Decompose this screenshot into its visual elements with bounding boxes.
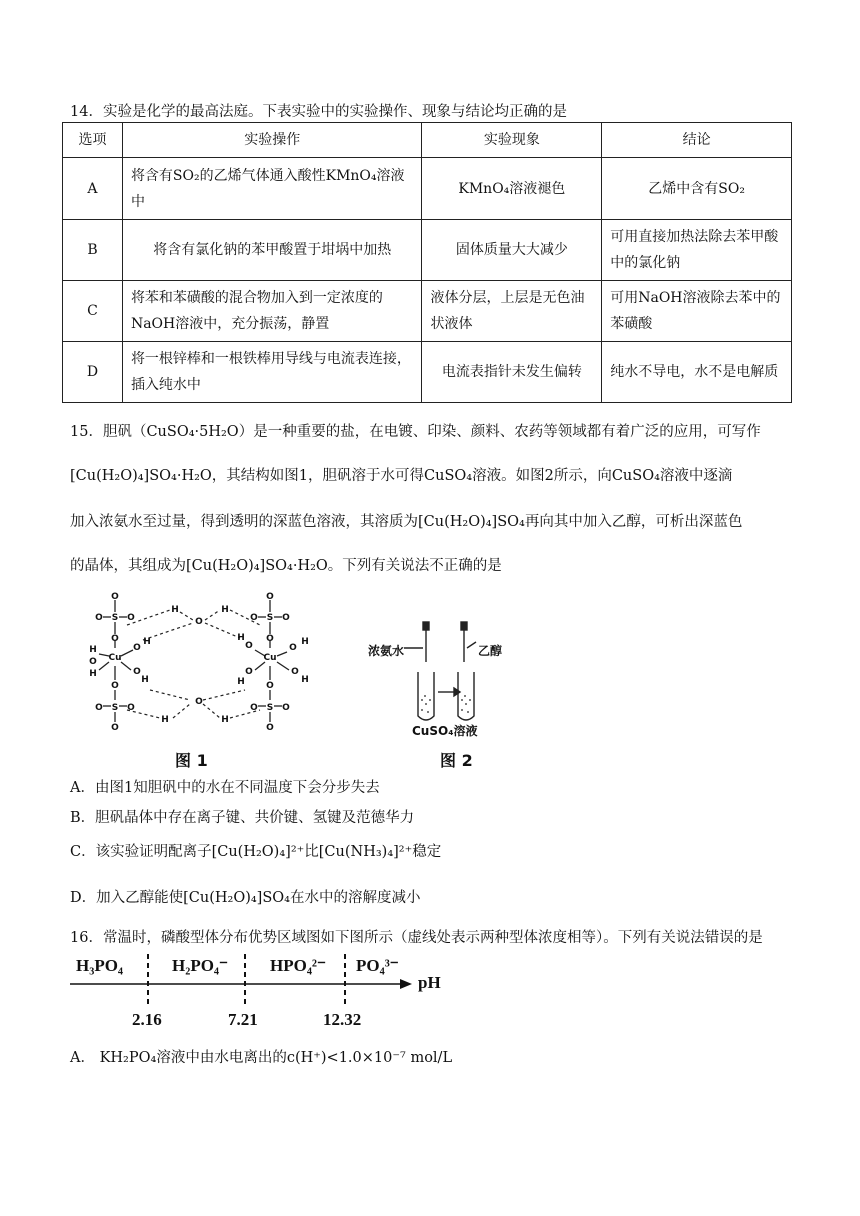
row-conclusion: 纯水不导电，水不是电解质: [602, 342, 792, 403]
svg-text:H: H: [301, 637, 309, 647]
svg-text:O: O: [95, 613, 103, 623]
q16-option-a: A． KH₂PO₄溶液中由水电离出的c(H⁺)<1.0×10⁻⁷ mol/L: [70, 1050, 453, 1066]
svg-text:Cu: Cu: [108, 653, 122, 663]
row-option: A: [63, 158, 123, 220]
svg-text:S: S: [266, 703, 274, 713]
svg-text:O: O: [289, 643, 297, 653]
row-operation: 将苯和苯磺酸的混合物加入到一定浓度的NaOH溶液中，充分振荡，静置: [122, 281, 422, 342]
q14-stem: 14．实验是化学的最高法庭。下表实验中的实验操作、现象与结论均正确的是: [70, 104, 567, 120]
figure-2-caption: 图 2: [440, 751, 473, 770]
svg-text:H: H: [221, 605, 229, 615]
svg-text:O: O: [245, 667, 253, 677]
q15-stem-line4: 的晶体，其组成为[Cu(H₂O)₄]SO₄·H₂O。下列有关说法不正确的是: [70, 558, 502, 574]
svg-text:O: O: [195, 617, 203, 627]
svg-text:H: H: [89, 669, 97, 679]
species-po4: PO₄³⁻: [356, 956, 399, 975]
svg-text:O: O: [95, 703, 103, 713]
q15-option-a: A．由图1知胆矾中的水在不同温度下会分步失去: [70, 780, 380, 796]
svg-text:H: H: [89, 645, 97, 655]
table-row: [63, 158, 792, 220]
svg-text:O: O: [266, 723, 274, 733]
species-h2po4: H₂PO₄⁻: [172, 956, 228, 975]
svg-text:O: O: [195, 697, 203, 707]
svg-text:O: O: [133, 643, 141, 653]
svg-text:O: O: [282, 613, 290, 623]
svg-text:H: H: [237, 633, 245, 643]
table-row: [63, 342, 792, 403]
ph-axis-label: pH: [418, 973, 441, 992]
q15-stem-line2: [Cu(H₂O)₄]SO₄·H₂O，其结构如图1，胆矾溶于水可得CuSO₄溶液。如图2所示，向CuSO₄溶液中逐滴: [70, 468, 733, 484]
svg-text:H: H: [161, 715, 169, 725]
row-operation: 将含有氯化钠的苯甲酸置于坩埚中加热: [122, 220, 422, 281]
q16-stem: 16．常温时，磷酸型体分布优势区域图如下图所示（虚线处表示两种型体浓度相等）。下列有关说法错误的是: [70, 930, 763, 946]
table-row: [63, 220, 792, 281]
row-operation: 将含有SO₂的乙烯气体通入酸性KMnO₄溶液中: [122, 158, 422, 220]
svg-text:O: O: [250, 703, 258, 713]
row-conclusion: 可用NaOH溶液除去苯中的苯磺酸: [602, 281, 792, 342]
row-option: C: [63, 281, 123, 342]
row-operation: 将一根锌棒和一根铁棒用导线与电流表连接，插入纯水中: [122, 342, 422, 403]
boundary-2-16: 2.16: [132, 1010, 162, 1029]
svg-text:H: H: [237, 677, 245, 687]
header-option: 选项: [63, 123, 123, 158]
row-option: D: [63, 342, 123, 403]
figure-1-caption: 图 1: [175, 751, 208, 770]
q14-table: [62, 122, 792, 403]
svg-text:O: O: [111, 634, 119, 644]
q15-option-d: D．加入乙醇能使[Cu(H₂O)₄]SO₄在水中的溶解度减小: [70, 890, 421, 906]
q15-stem-line1: 15．胆矾（CuSO₄·5H₂O）是一种重要的盐，在电镀、印染、颜料、农药等领域都有着广泛的应用，可写作: [70, 424, 761, 440]
row-option: B: [63, 220, 123, 281]
cuso4-solution-label: CuSO₄溶液: [412, 724, 478, 738]
row-phenomenon: 固体质量大大减少: [422, 220, 602, 281]
svg-text:O: O: [266, 634, 274, 644]
svg-text:S: S: [111, 613, 119, 623]
row-conclusion: 可用直接加热法除去苯甲酸中的氯化钠: [602, 220, 792, 281]
svg-text:O: O: [111, 592, 119, 602]
header-conclusion: 结论: [602, 123, 792, 158]
svg-text:O: O: [133, 667, 141, 677]
svg-text:O: O: [245, 641, 253, 651]
boundary-12-32: 12.32: [323, 1010, 362, 1029]
svg-text:O: O: [266, 592, 274, 602]
svg-text:O: O: [111, 681, 119, 691]
species-hpo4: HPO₄²⁻: [270, 956, 326, 975]
svg-text:O: O: [127, 703, 135, 713]
row-conclusion: 乙烯中含有SO₂: [602, 158, 792, 220]
row-phenomenon: 电流表指针未发生偏转: [422, 342, 602, 403]
svg-text:O: O: [250, 613, 258, 623]
svg-text:H: H: [171, 605, 179, 615]
species-h3po4: H₃PO₄: [76, 956, 124, 975]
ammonia-label: 浓氨水: [368, 644, 405, 658]
q15-option-b: B．胆矾晶体中存在离子键、共价键、氢键及范德华力: [70, 810, 415, 826]
table-header-row: [63, 123, 792, 158]
svg-text:O: O: [89, 657, 97, 667]
ethanol-label: 乙醇: [478, 644, 503, 658]
svg-text:O: O: [111, 723, 119, 733]
header-phenomenon: 实验现象: [422, 123, 602, 158]
svg-text:S: S: [111, 703, 119, 713]
row-phenomenon: 液体分层，上层是无色油状液体: [422, 281, 602, 342]
q15-option-c: C．该实验证明配离子[Cu(H₂O)₄]²⁺比[Cu(NH₃)₄]²⁺稳定: [70, 844, 442, 860]
svg-text:O: O: [266, 681, 274, 691]
svg-text:S: S: [266, 613, 274, 623]
row-phenomenon: KMnO₄溶液褪色: [422, 158, 602, 220]
boundary-7-21: 7.21: [228, 1010, 258, 1029]
q15-stem-line3: 加入浓氨水至过量，得到透明的深蓝色溶液，其溶质为[Cu(H₂O)₄]SO₄再向其中加入乙醇，可析出深蓝色: [70, 514, 743, 530]
header-operation: 实验操作: [122, 123, 422, 158]
svg-text:H: H: [301, 675, 309, 685]
svg-text:H: H: [143, 637, 151, 647]
svg-text:Cu: Cu: [263, 653, 277, 663]
svg-text:O: O: [291, 667, 299, 677]
svg-text:H: H: [221, 715, 229, 725]
figure-1-structure-diagram: [65, 590, 335, 740]
svg-text:H: H: [141, 675, 149, 685]
table-row: [63, 281, 792, 342]
svg-text:O: O: [127, 613, 135, 623]
svg-text:O: O: [282, 703, 290, 713]
